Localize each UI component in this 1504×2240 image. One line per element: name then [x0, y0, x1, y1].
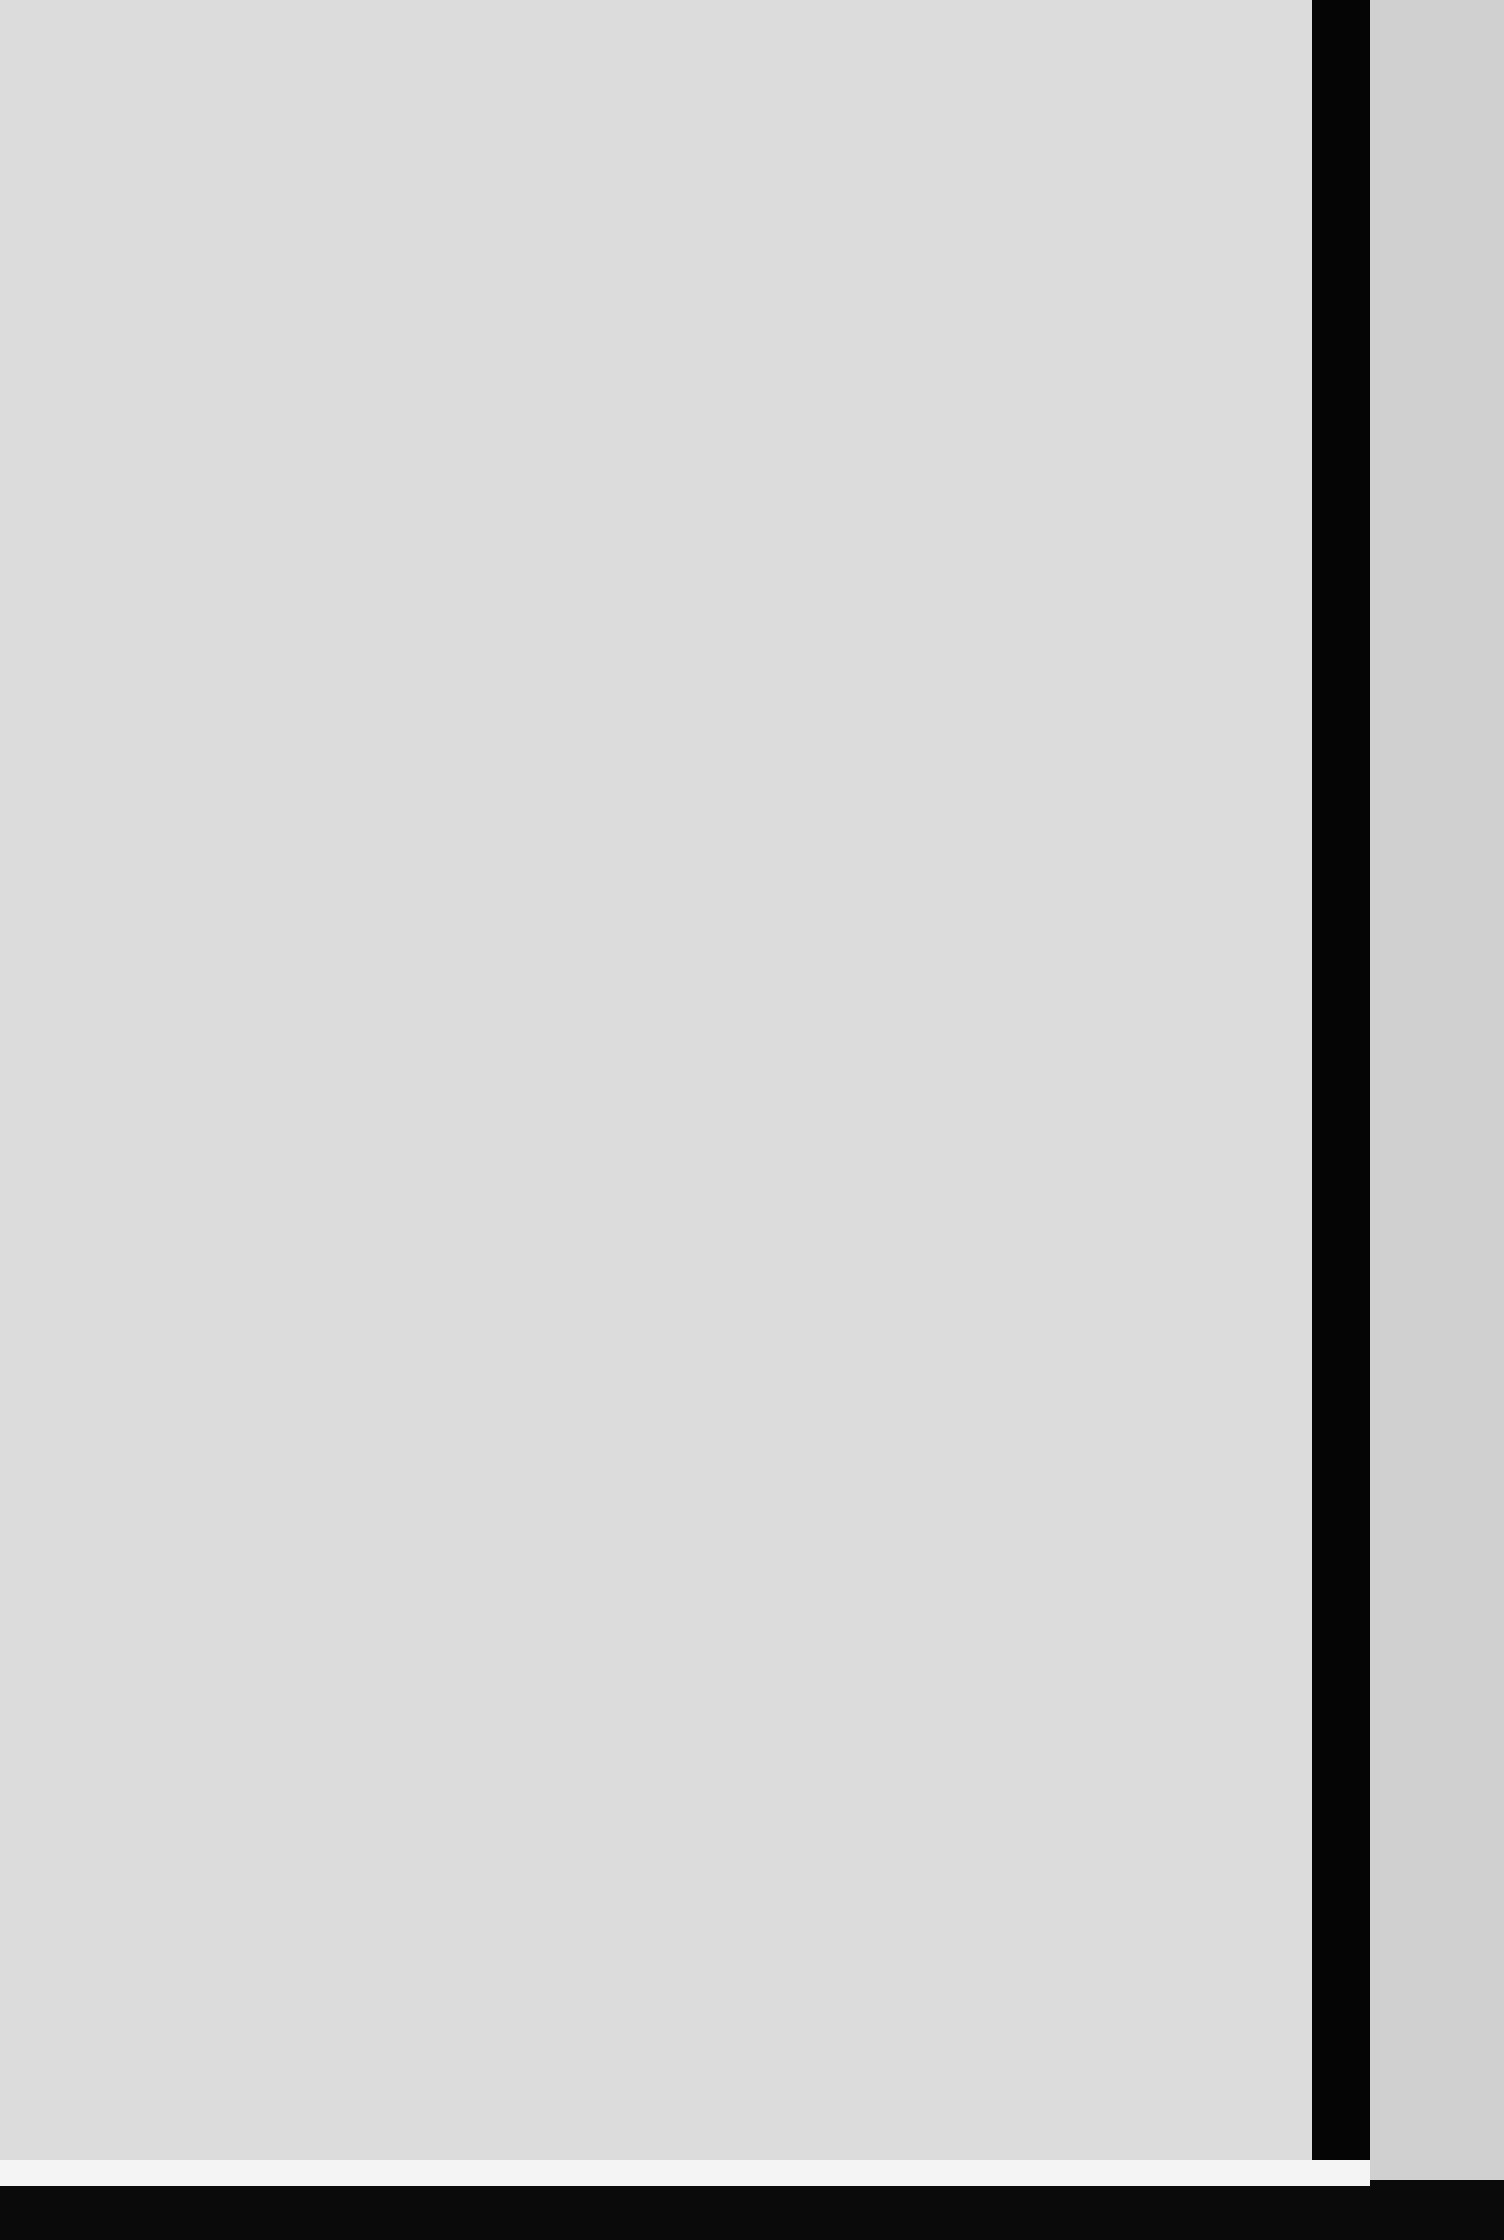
facing-page: [1370, 0, 1504, 2180]
book-spine: [1312, 0, 1370, 2240]
scan-border: [0, 2186, 1504, 2240]
page-edge: [0, 2160, 1370, 2186]
